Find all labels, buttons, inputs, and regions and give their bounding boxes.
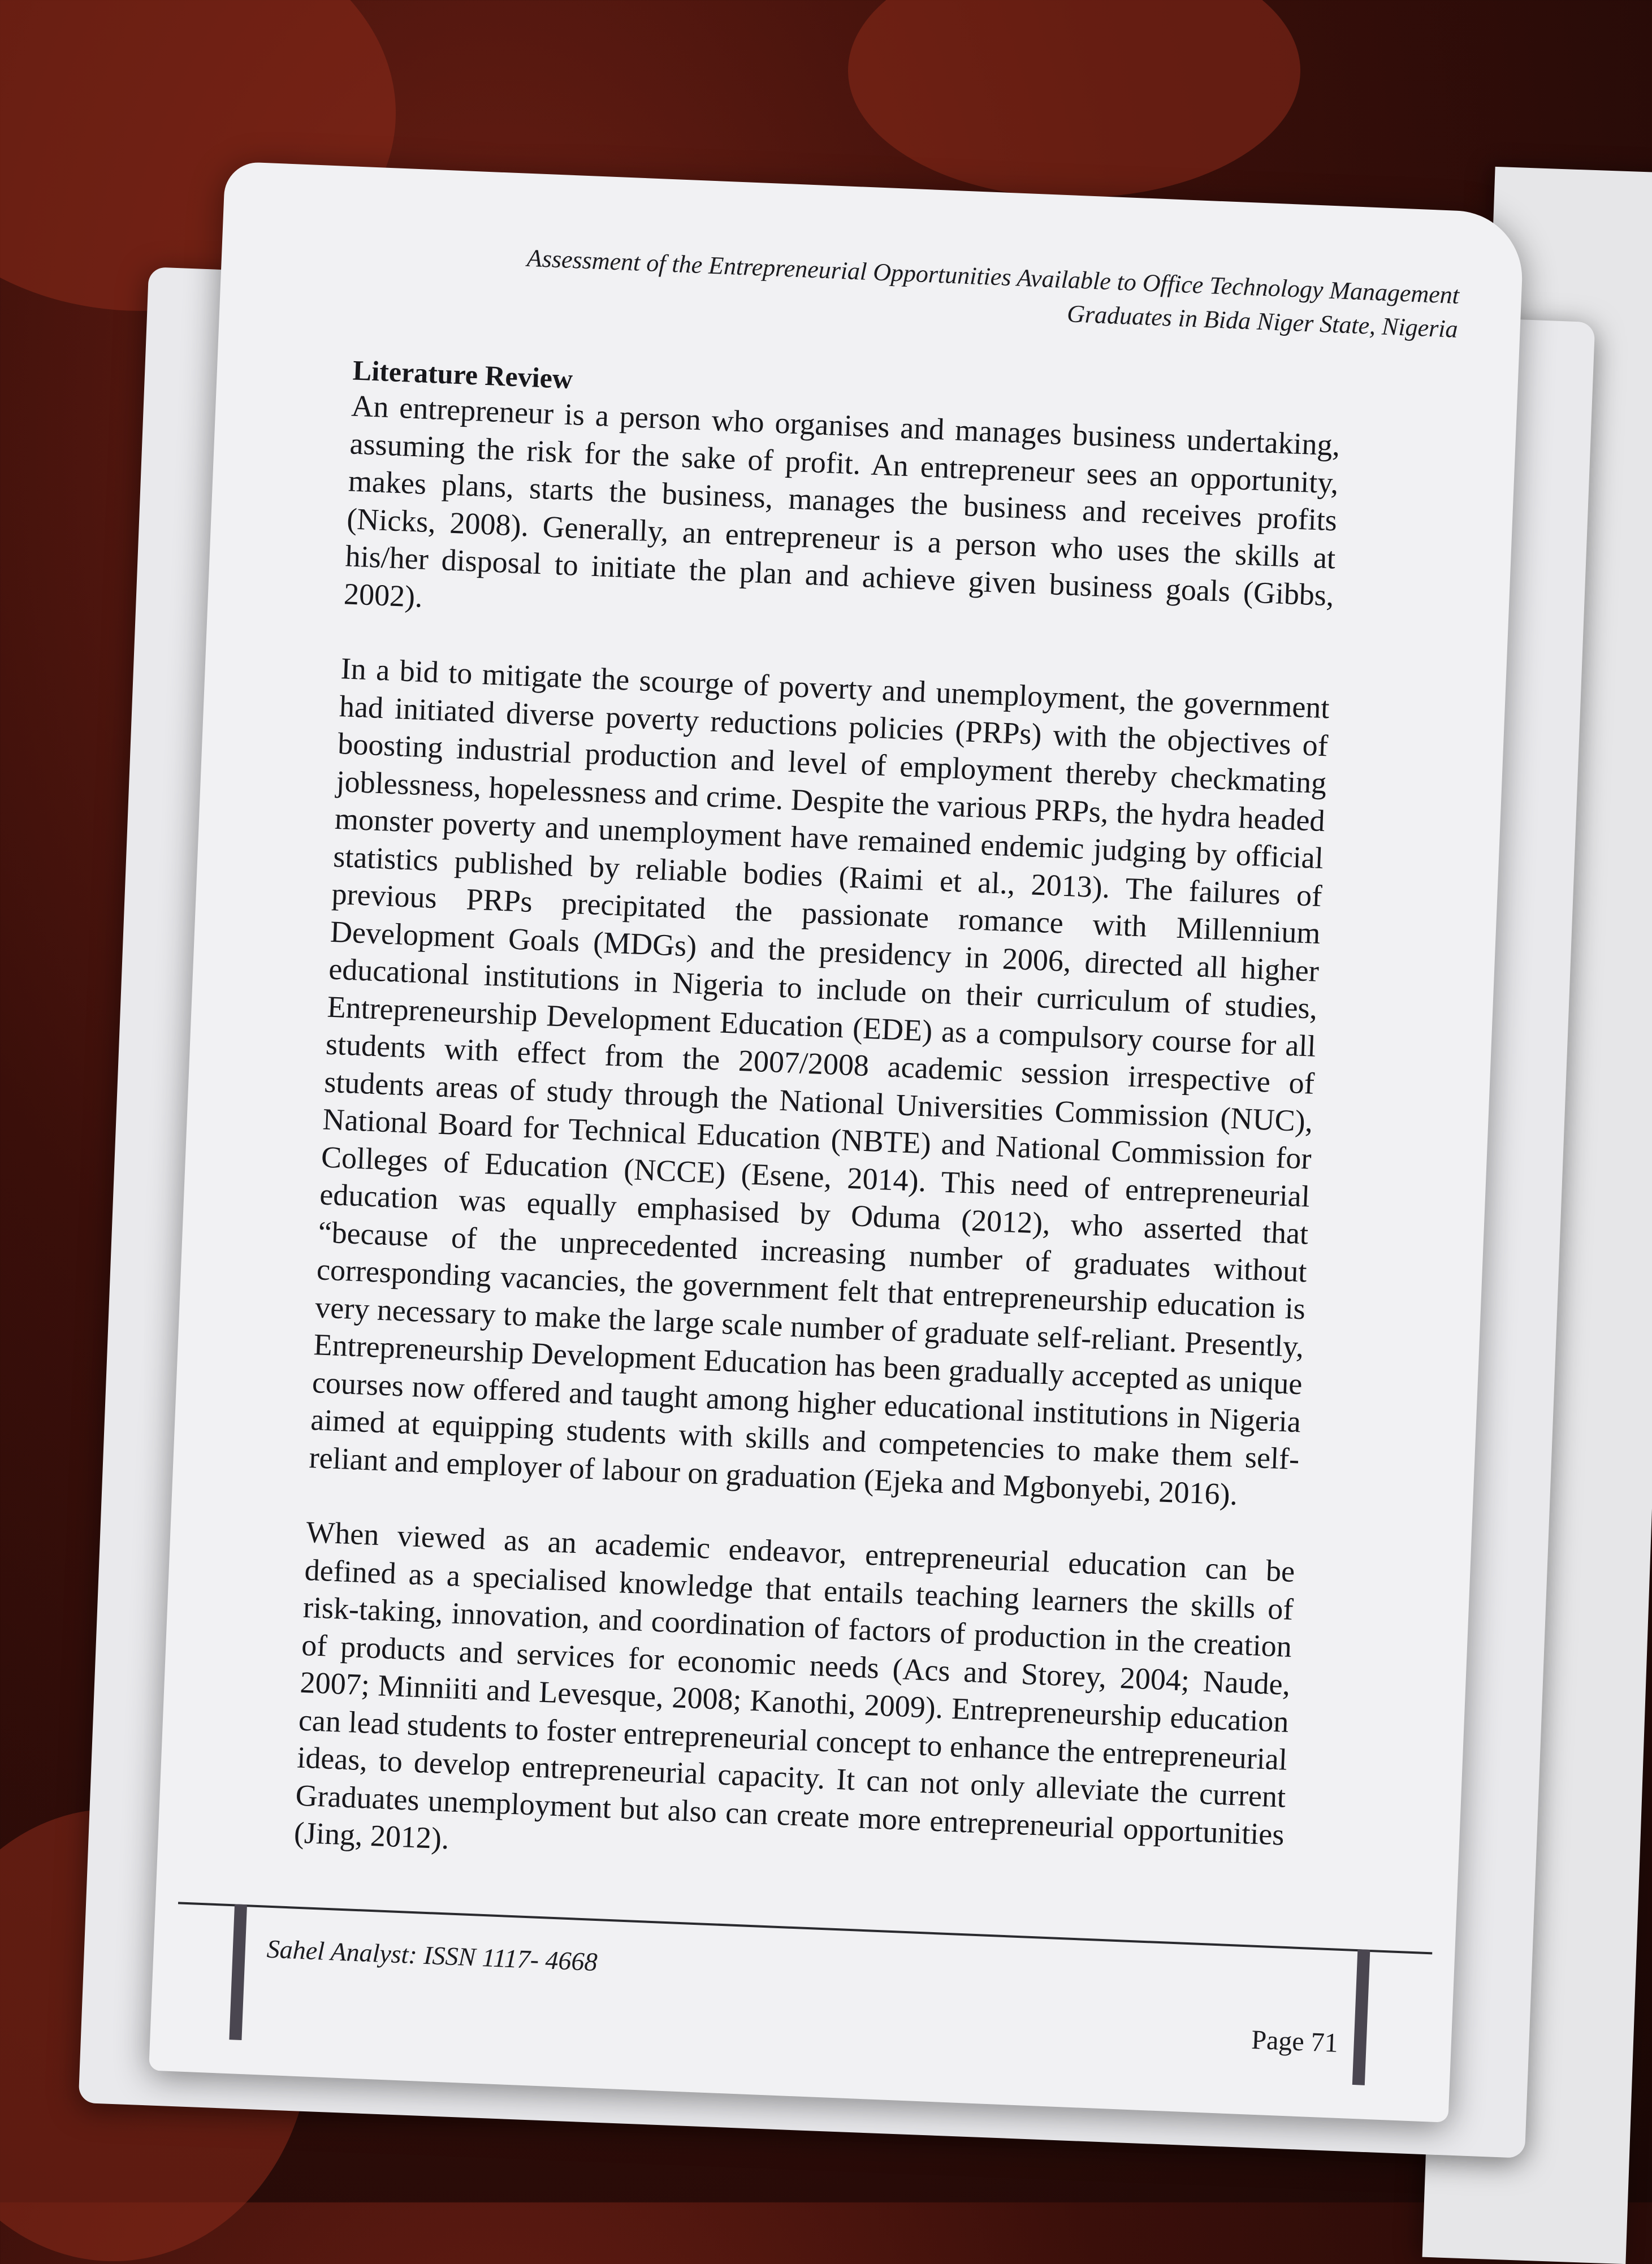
page-content xyxy=(292,353,1342,1929)
footer-journal: Sahel Analyst: ISSN 1117- 4668 xyxy=(266,1934,598,1977)
running-title-line1: Assessment of the Entrepreneurial Opportunities Available to Office Technology Management xyxy=(526,244,1460,309)
running-head xyxy=(384,236,1460,347)
section-heading: Literature Review xyxy=(352,354,574,395)
running-title-line2: Graduates in Bida Niger State, Nigeria xyxy=(1066,300,1459,343)
background-fabric-blob-2 xyxy=(848,0,1300,198)
paragraph-2: In a bid to mitigate the scourge of poverty and unemployment, the government had initiated diverse poverty reductions policies (PRPs) with the objectives of boosting industrial production and level of employment thereby checkmating joblessness, hopelessness and crime. Despite the various PRPs, the hydra headed monster poverty and unemployment have remained endemic judging by official statistics published by reliable bodies (Raimi et al., 2013). The failures of previous PRPs precipitated the passionate romance with Millennium Development Goals (MDGs) and the presidency in 2006, directed all higher educational institutions in Nigeria to include on their curriculum of studies, Entrepreneurship Development Education (EDE) as a compulsory course for all students with effect from the 2007/2008 academic session irrespective of students areas of study through the National Universities Commission (NUC), National Board for Technical Education (NBTE) and National Commission for Colleges of Education (NCCE) (Esene, 2014). This need of entrepreneurial education was equally emphasised by Oduma (2012), who asserted that “because of the unprecedented increasing number of graduates without corresponding vacancies, the government felt that entrepreneurship education is very necessary to make the large scale number of graduate self-reliant. Presently, Entrepreneurship Development Education has been gradually accepted as unique courses now offered and taught among higher educational institutions in Nigeria aimed at equipping students with skills and competencies to make them self-reliant and employer of labour on graduation (Ejeka and Mgbonyebi, 2016). xyxy=(308,651,1330,1512)
footer-bar-left xyxy=(229,1904,247,2040)
paragraph-1: An entrepreneur is a person who organises and manages business undertaking, assuming the risk for the sake of profit. An entrepreneur sees an opportunity, makes plans, starts the business, manages the business and receives profits (Nicks, 2008). Generally, an entrepreneur is a person who uses the skills at his/her disposal to initiate the plan and achieve given business goals (Gibbs, 2002). xyxy=(343,388,1341,614)
page-number: Page 71 xyxy=(1251,2024,1339,2058)
book-page xyxy=(149,161,1525,2123)
footer-bar-right xyxy=(1352,1949,1370,2085)
paragraph-3: When viewed as an academic endeavor, entrepreneurial education can be defined as a specialised knowledge that entails teaching learners the skills of risk-taking, innovation, and coordination of factors of production in the creation of products and services for economic needs (Acs and Storey, 2004; Naude, 2007; Minniiti and Levesque, 2008; Kanothi, 2009). Entrepreneurship education can lead students to foster entrepreneurial concept to enhance the entrepreneurial ideas, to develop entrepreneurial capacity. It can not only alleviate the current Graduates unemployment but also can create more entrepreneurial opportunities (Jing, 2012). xyxy=(293,1514,1296,1856)
